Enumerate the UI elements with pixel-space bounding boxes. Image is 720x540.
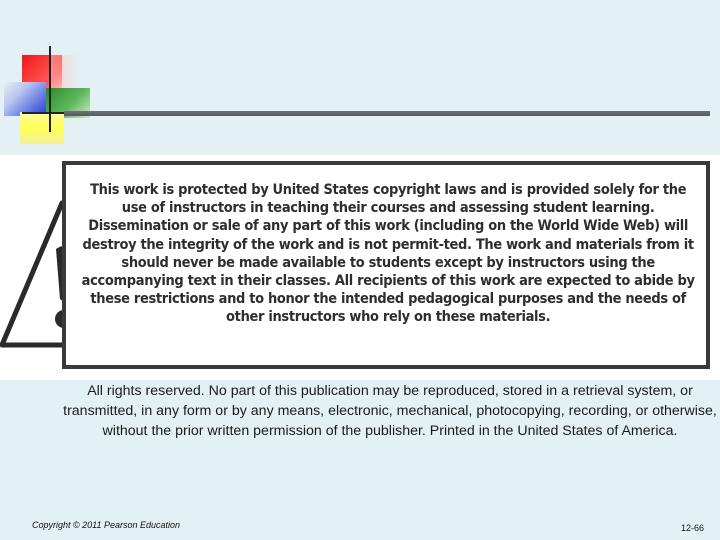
footer-copyright: Copyright © 2011 Pearson Education bbox=[32, 520, 181, 530]
colored-squares-logo-icon bbox=[0, 0, 100, 150]
slide-number: 12-66 bbox=[680, 523, 704, 533]
logo-vertical-line bbox=[49, 46, 51, 132]
header-rule bbox=[64, 111, 710, 116]
logo-blue-square bbox=[4, 82, 46, 116]
copyright-notice-text: This work is protected by United States copyright laws and is provided solely for the use of instructors in teaching their courses and assessing student learning. Dissemination or sale of any part of this work (including on the World Wide Web) will destroy the integrity of the work and is not permit-ted. The work and materials from it should never be made available to students except by instructors using the accompanying text in their classes. All recipients of this work are expected to abide by these restrictions and to honor the intended pedagogical purposes and the needs of other instructors who rely on these materials. bbox=[81, 182, 695, 326]
notice-frame bbox=[62, 161, 710, 369]
logo-yellow-square bbox=[20, 112, 64, 144]
rights-statement: All rights reserved. No part of this publication may be reproduced, stored in a retrieval system, or transmitted, in any form or by any means, electronic, mechanical, photocopying, recording, or otherwise, without the prior written permission of the publisher. Printed in the United States of America. bbox=[63, 383, 717, 439]
copyright-warning-panel bbox=[0, 155, 720, 380]
